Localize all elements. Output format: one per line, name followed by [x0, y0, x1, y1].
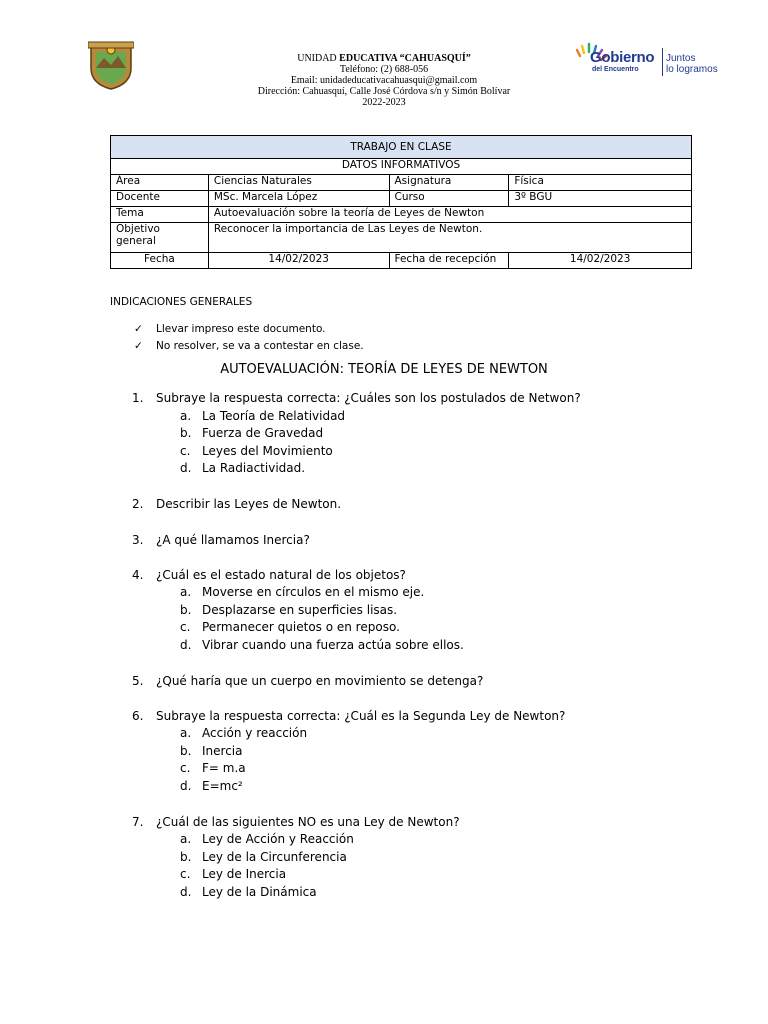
table-row — [111, 207, 692, 223]
recepcion-value: 14/02/2023 — [509, 253, 692, 269]
objetivo-label: Objetivo general — [111, 223, 209, 253]
docente-value: MSc. Marcela López — [208, 191, 389, 207]
school-email: Email: unidadeducativacahuasqui@gmail.com — [290, 75, 478, 86]
school-crest-icon — [88, 40, 134, 90]
objetivo-value: Reconocer la importancia de Las Leyes de Newton. — [208, 223, 691, 253]
table-row — [111, 175, 692, 191]
document-header — [0, 0, 768, 130]
question-5: 5. ¿Qué haría que un cuerpo en movimiento se detenga? — [132, 674, 484, 688]
option: a. Moverse en círculos en el mismo eje. — [180, 585, 425, 599]
option: b. Ley de la Circunferencia — [180, 850, 347, 864]
list-item: ✓ No resolver, se va a contestar en clase. — [134, 339, 364, 352]
school-info — [200, 53, 568, 108]
info-table — [110, 135, 692, 269]
option: c. Ley de Inercia — [180, 867, 287, 881]
option: c. Permanecer quietos o en reposo. — [180, 620, 400, 634]
fecha-label: Fecha — [111, 253, 209, 269]
table-row — [111, 253, 692, 269]
table-subtitle: DATOS INFORMATIVOS — [111, 159, 692, 175]
list-item: ✓ Llevar impreso este documento. — [134, 322, 326, 335]
option: c. F= m.a — [180, 761, 246, 775]
area-value: Ciencias Naturales — [208, 175, 389, 191]
option: b. Fuerza de Gravedad — [180, 426, 324, 440]
option: b. Desplazarse en superficies lisas. — [180, 603, 398, 617]
school-phone: Teléfono: (2) 688-056 — [339, 64, 429, 75]
question-4: 4. ¿Cuál es el estado natural de los objetos? — [132, 568, 406, 582]
page-title: AUTOEVALUACIÓN: TEORÍA DE LEYES DE NEWTON — [220, 362, 548, 377]
table-row — [111, 223, 692, 253]
recepcion-label: Fecha de recepción — [389, 253, 509, 269]
question-2: 2. Describir las Leyes de Newton. — [132, 497, 342, 511]
tema-label: Tema — [111, 207, 209, 223]
curso-label: Curso — [389, 191, 509, 207]
table-title: TRABAJO EN CLASE — [111, 136, 692, 159]
gov-divider — [662, 48, 663, 76]
option: a. La Teoría de Relatividad — [180, 409, 346, 423]
checkmark-icon: ✓ — [134, 339, 143, 352]
question-3: 3. ¿A qué llamamos Inercia? — [132, 533, 310, 547]
checkmark-icon: ✓ — [134, 322, 143, 335]
gov-subtitle: del Encuentro — [592, 66, 639, 73]
option: c. Leyes del Movimiento — [180, 444, 333, 458]
indicaciones-title: INDICACIONES GENERALES — [110, 296, 253, 308]
tema-value: Autoevaluación sobre la teoría de Leyes de Newton — [208, 207, 691, 223]
school-year: 2022-2023 — [362, 97, 406, 108]
asignatura-value: Física — [509, 175, 692, 191]
table-row — [111, 191, 692, 207]
asignatura-label: Asignatura — [389, 175, 509, 191]
question-7: 7. ¿Cuál de las siguientes NO es una Ley de Newton? — [132, 815, 460, 829]
option: d. Ley de la Dinámica — [180, 885, 317, 899]
option: d. Vibrar cuando una fuerza actúa sobre ellos. — [180, 638, 464, 652]
school-name: UNIDAD EDUCATIVA “CAHUASQUÍ” — [297, 53, 471, 64]
indicaciones-list — [134, 320, 364, 354]
gov-slogan: Juntos lo logramos — [666, 53, 718, 75]
school-address: Dirección: Cahuasquí, Calle José Córdova s/n y Simón Bolívar — [257, 86, 511, 97]
option: d. La Radiactividad. — [180, 461, 306, 475]
fecha-value: 14/02/2023 — [208, 253, 389, 269]
gov-title: Gobierno — [590, 49, 655, 66]
option: a. Acción y reacción — [180, 726, 308, 740]
question-6: 6. Subraye la respuesta correcta: ¿Cuál es la Segunda Ley de Newton? — [132, 709, 566, 723]
option: a. Ley de Acción y Reacción — [180, 832, 354, 846]
area-label: Área — [111, 175, 209, 191]
question-1: 1. Subraye la respuesta correcta: ¿Cuáles son los postulados de Netwon? — [132, 391, 581, 405]
docente-label: Docente — [111, 191, 209, 207]
option: d. E=mc² — [180, 779, 243, 793]
curso-value: 3º BGU — [509, 191, 692, 207]
option: b. Inercia — [180, 744, 243, 758]
